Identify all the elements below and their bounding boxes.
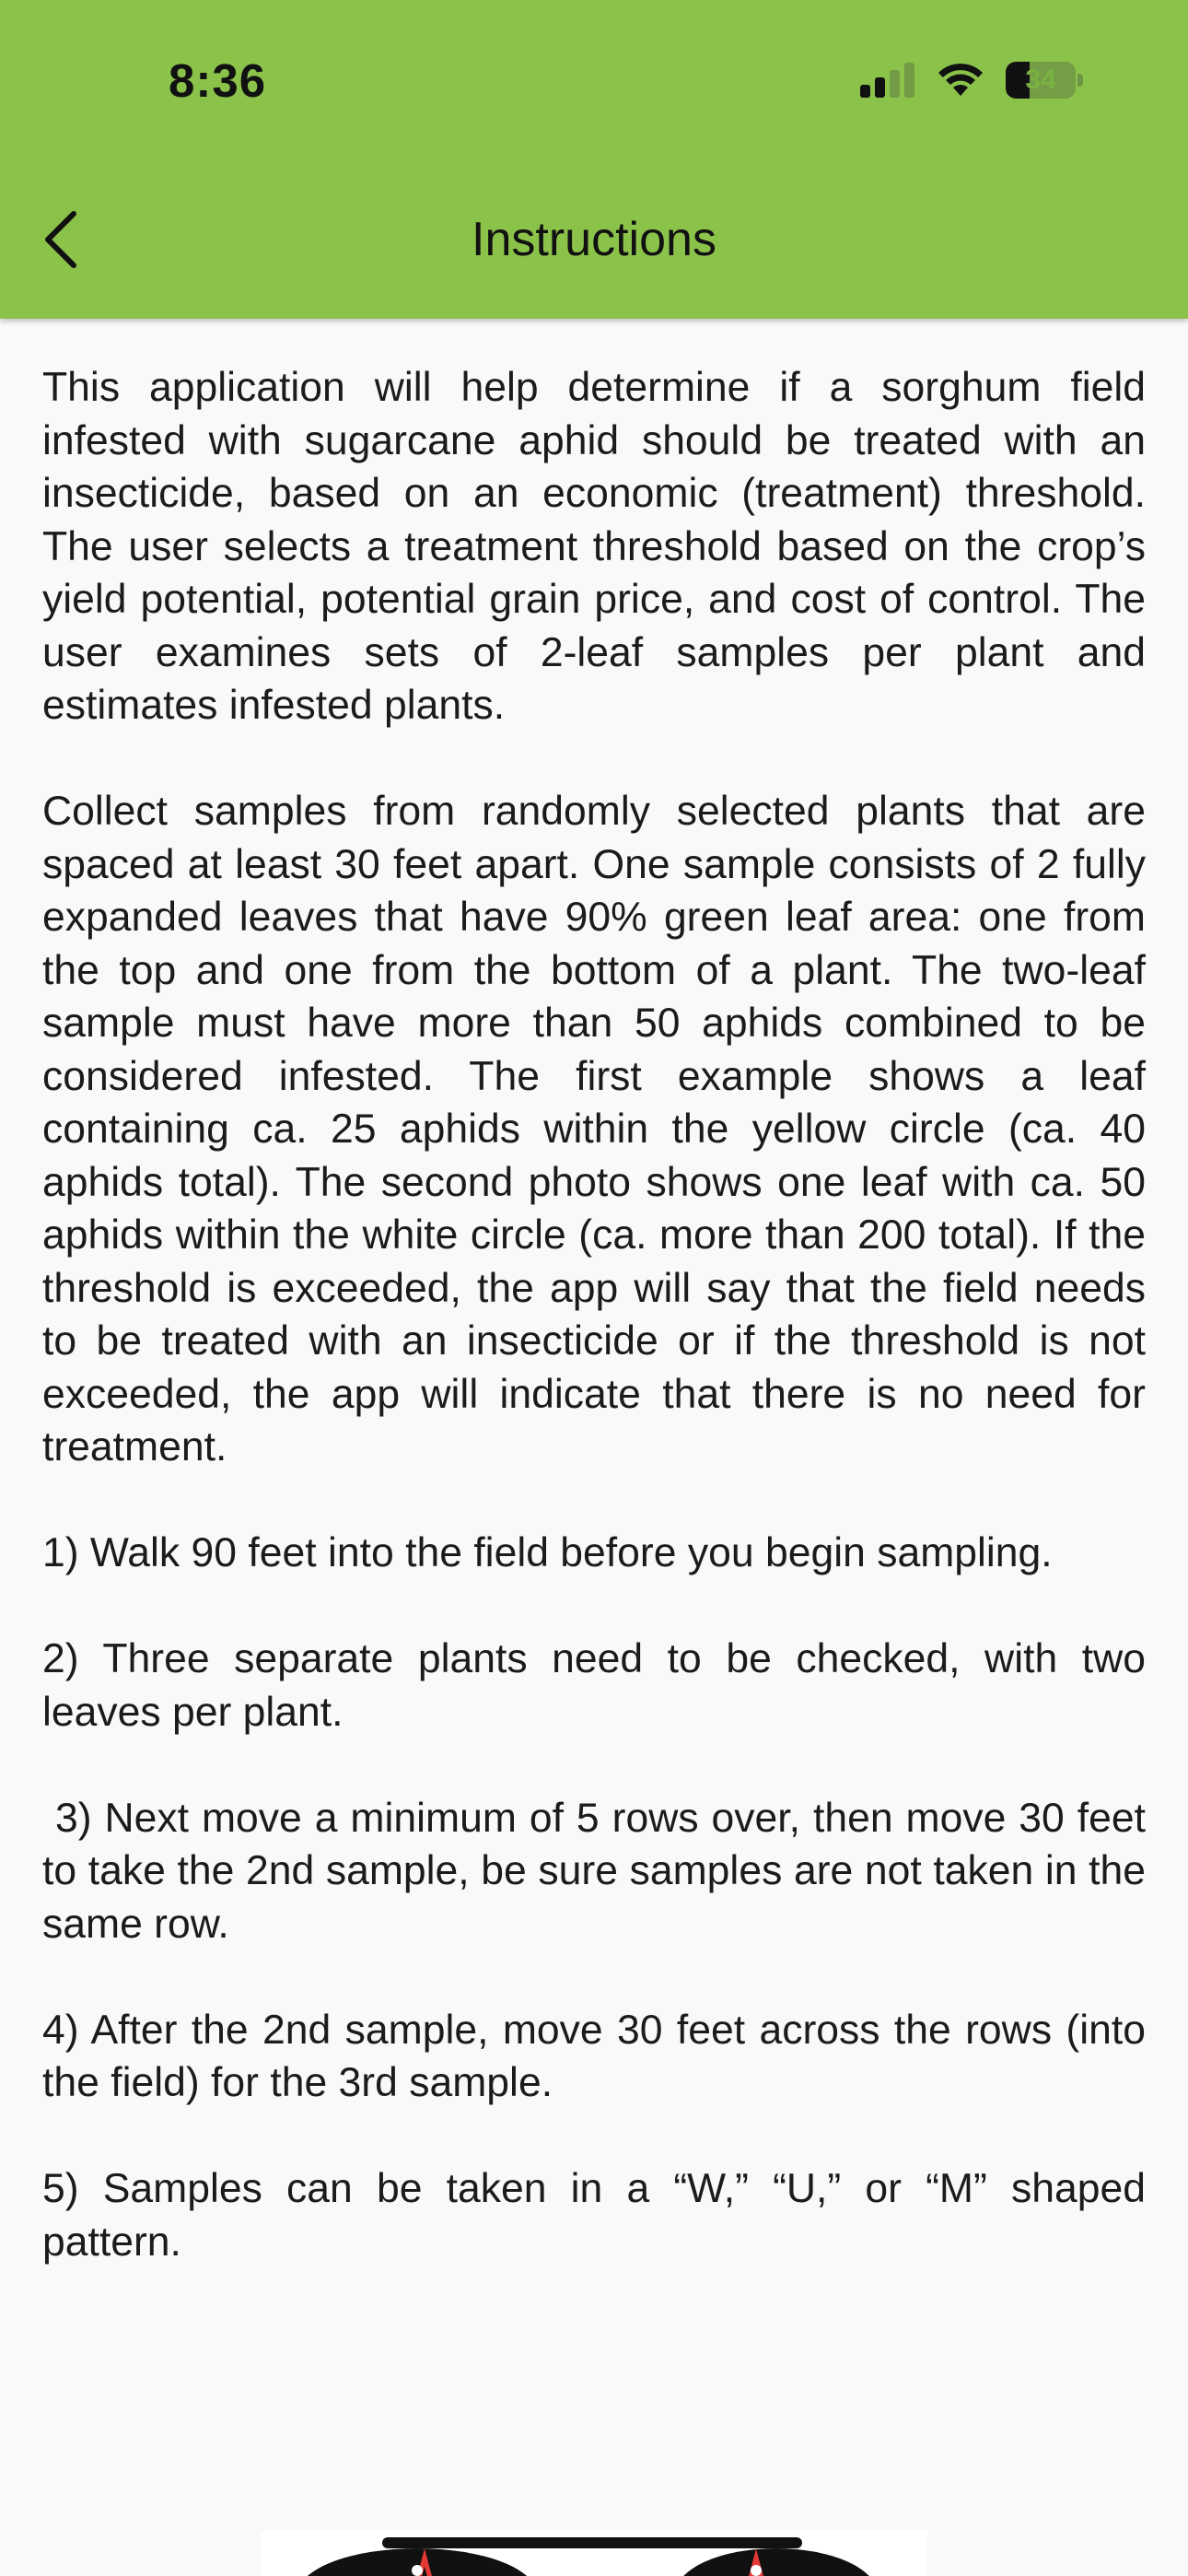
step-3: 3) Next move a minimum of 5 rows over, then move 30 feet to take the 2nd sample, be sure samples are not taken in the same row. — [42, 1795, 1158, 1947]
cellular-signal-icon — [860, 63, 915, 98]
step-4: 4) After the 2nd sample, move 30 feet across the rows (into the field) for the 3rd sample. — [42, 2007, 1146, 2105]
battery-icon — [1006, 62, 1083, 99]
step-5: 5) Samples can be taken in a “W,” “U,” or “M” shaped pattern. — [42, 2166, 1146, 2265]
page-title: Instructions — [472, 213, 716, 266]
sampling-pattern-figure — [261, 2530, 927, 2576]
sampling-paragraph: Collect samples from randomly selected plants that are spaced at least 30 feet apart. One sample consists of 2 fully expanded leaves that have 90% green leaf area: one from the top and one from the bottom of a plant. The two-leaf sample must have more than 50 aphids combined to be considered infested. The first example shows a leaf containing ca. 25 aphids within the yellow circle (ca. 40 aphids total). The second photo shows one leaf with ca. 50 aphids within the white circle (ca. more than 200 total). If the threshold is exceeded, the app will say that the field needs to be treated with an insecticide or if the threshold is not exceeded, the app will indicate that there is no need for treatment. — [42, 789, 1146, 1469]
status-icons — [860, 57, 1083, 103]
step-2: 2) Three separate plants need to be checked, with two leaves per plant. — [42, 1636, 1146, 1735]
sampling-pattern-diagram — [261, 2530, 927, 2576]
intro-paragraph: This application will help determine if a sorghum field infested with sugarcane aphid should be treated with an insecticide, based on an economic (treatment) threshold. The user selects a treatment threshold based on the crop’s yield potential, potential grain price, and cost of control. The user examines sets of 2-leaf samples per plant and estimates infested plants. — [42, 365, 1146, 728]
step-1: 1) Walk 90 feet into the field before you begin sampling. — [42, 1530, 1053, 1575]
app-bar — [0, 0, 1188, 319]
battery-level: 34 — [1025, 64, 1056, 95]
battery-tip — [1077, 74, 1083, 87]
status-time: 8:36 — [169, 54, 267, 107]
wifi-icon — [936, 63, 985, 98]
instructions-content — [42, 361, 1158, 2322]
